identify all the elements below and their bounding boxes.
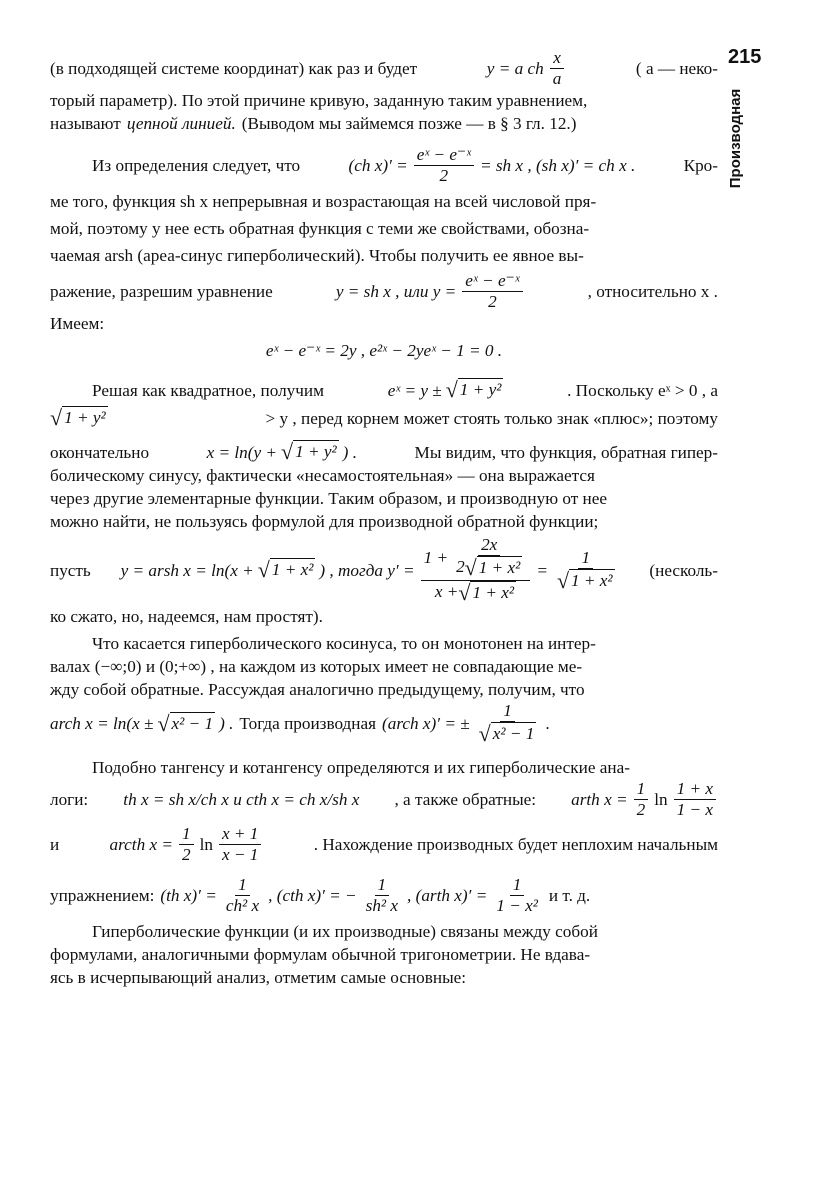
formula xyxy=(50,712,233,736)
radicand: 1 + y² xyxy=(62,406,108,430)
fraction-numerator: x xyxy=(550,48,564,69)
text-line xyxy=(50,779,718,820)
formula-part: x = ln(y + xyxy=(206,442,278,462)
formula-part: y = arsh x = ln(x + xyxy=(120,560,254,580)
formula-part: x + xyxy=(434,582,459,601)
text-span: окончательно xyxy=(50,442,150,462)
square-root xyxy=(446,378,504,402)
formula xyxy=(207,440,357,464)
text-line xyxy=(50,217,718,240)
fraction-numerator: eˣ − e⁻ˣ xyxy=(414,145,474,166)
text-line xyxy=(50,89,718,112)
formula xyxy=(121,535,620,605)
fraction-denominator xyxy=(432,581,519,605)
text-span: называют xyxy=(50,114,121,133)
text-span: валах (−∞;0) и (0;+∞) , на каждом из которых имеет не совпадающие ме- xyxy=(50,657,583,677)
square-root xyxy=(258,558,316,582)
fraction-numerator: 1 xyxy=(235,875,250,896)
text-span: Тогда производная xyxy=(239,714,377,734)
fraction xyxy=(550,48,565,89)
radicand: x² − 1 xyxy=(170,712,216,736)
formula-part: th x = sh x/ch x и cth x = ch x/sh x xyxy=(123,790,360,810)
fraction-denominator: 2 xyxy=(439,166,449,185)
radical-sign-icon: √ xyxy=(478,721,491,747)
text-line xyxy=(50,145,718,186)
fraction xyxy=(674,779,716,820)
text-span: Решая как квадратное, получим xyxy=(92,380,324,400)
page-number: 215 xyxy=(728,46,762,68)
text-line xyxy=(50,701,718,746)
text-line xyxy=(50,312,718,335)
formula-part: 1 + xyxy=(423,547,449,567)
text-span: чаемая arsh (ареа-синус гиперболический). Чтобы получить ее явное вы- xyxy=(50,246,584,265)
text-line xyxy=(50,271,718,312)
formula-part: arcth x = xyxy=(109,835,173,855)
text-span: болическому синусу, фактически «несамостоятельная» — она выражается xyxy=(50,466,595,485)
chapter-side-tab-label: Производная xyxy=(727,88,745,189)
formula xyxy=(160,875,542,916)
fraction-numerator: 1 xyxy=(510,875,525,896)
radical-sign-icon: √ xyxy=(458,580,471,606)
fraction-denominator xyxy=(453,556,525,580)
formula-part: y = a ch xyxy=(486,59,544,78)
fraction-numerator: 1 xyxy=(500,701,515,722)
square-root xyxy=(465,556,523,580)
formula-part: ln xyxy=(654,790,668,810)
radicand: 1 + x² xyxy=(470,581,516,605)
text-span: (несколь- xyxy=(649,560,718,580)
fraction-denominator: 1 − x xyxy=(676,800,713,820)
text-line xyxy=(50,464,718,487)
text-span: , относительно x . xyxy=(587,282,718,301)
formula xyxy=(336,271,525,312)
radicand: 1 + y² xyxy=(293,440,339,464)
fraction xyxy=(223,875,262,916)
formula-part: = sh x , (sh x)′ = ch x . xyxy=(479,156,636,175)
radicand: x² − 1 xyxy=(491,722,537,746)
text-span: торый параметр). По этой причине кривую, заданную таким уравнением, xyxy=(50,91,588,110)
text-span: пусть xyxy=(50,560,91,580)
text-span: Что касается гиперболического косинуса, то он монотонен на интер- xyxy=(92,634,596,654)
radical-sign-icon: √ xyxy=(445,377,458,402)
fraction-numerator: 2x xyxy=(478,535,500,556)
formula xyxy=(487,48,567,89)
radical-sign-icon: √ xyxy=(464,555,477,580)
formula-part: 2 xyxy=(456,556,465,576)
fraction-numerator: 1 xyxy=(179,824,194,845)
fraction-numerator: 1 xyxy=(375,875,390,896)
radical-sign-icon: √ xyxy=(257,557,270,583)
radicand: 1 + x² xyxy=(270,558,316,582)
text-span: Подобно тангенсу и котангенсу определяются и их гиперболические ана- xyxy=(92,758,630,778)
text-line xyxy=(50,943,718,966)
formula-part: , (arth x)′ = xyxy=(407,886,488,906)
formula-part: arth x = xyxy=(571,790,628,810)
square-root xyxy=(157,712,215,736)
text-line xyxy=(50,875,718,916)
fraction xyxy=(363,875,401,916)
fraction-denominator: a xyxy=(552,69,562,88)
text-line xyxy=(50,112,718,135)
text-line xyxy=(50,190,718,213)
text-span: через другие элементарные функции. Таким образом, и производную от нее xyxy=(50,489,607,508)
fraction-numerator: x + 1 xyxy=(219,824,261,845)
formula-part: (arch x)′ = ± xyxy=(382,714,470,734)
text-line xyxy=(50,535,718,605)
formula xyxy=(571,779,718,820)
text-span: ражение, разрешим уравнение xyxy=(50,282,273,301)
text-span: ( a — неко- xyxy=(635,59,718,78)
formula-part: , (cth x)′ = − xyxy=(268,886,357,906)
text-line xyxy=(50,510,718,533)
text-span: и xyxy=(50,835,60,855)
text-span: формулами, аналогичными формулам обычной тригонометрии. Не вдава- xyxy=(50,945,591,965)
square-root xyxy=(479,722,537,746)
fraction-denominator: 2 xyxy=(488,292,497,311)
text-span: и т. д. xyxy=(548,886,591,906)
text-span: (в подходящей системе координат) как раз и будет xyxy=(50,59,418,78)
formula-part: = xyxy=(536,560,548,580)
fraction-denominator: ch² x xyxy=(225,896,260,916)
fraction-denominator: sh² x xyxy=(365,896,399,916)
formula xyxy=(348,145,635,186)
fraction-numerator: eˣ − e⁻ˣ xyxy=(462,271,522,292)
square-root xyxy=(458,581,516,605)
radicand: 1 + y² xyxy=(458,378,504,402)
text-span: . Поскольку eˣ > 0 , а xyxy=(567,380,718,400)
text-span: Из определения следует, что xyxy=(92,156,301,175)
formula-part: y = sh x , или y = xyxy=(335,282,457,301)
text-span: можно найти, не пользуясь формулой для производной обратной функции; xyxy=(50,512,599,531)
text-line xyxy=(50,632,718,655)
text-span: , а также обратные: xyxy=(394,790,537,810)
fraction-numerator xyxy=(421,535,531,581)
text-span: Мы видим, что функция, обратная гипер- xyxy=(414,442,718,462)
text-span: ясь в исчерпывающий анализ, отметим самые основные: xyxy=(50,968,467,988)
text-line xyxy=(50,378,718,402)
text-span: Имеем: xyxy=(50,314,105,333)
text-line xyxy=(50,655,718,678)
fraction-denominator: 2 xyxy=(636,800,646,820)
text-span: (Выводом мы займемся позже — в § 3 гл. 12.) xyxy=(241,114,577,133)
fraction-numerator: 1 xyxy=(578,548,593,569)
fraction xyxy=(179,824,194,865)
display-equation xyxy=(50,339,718,362)
text-line xyxy=(50,756,718,779)
text-line xyxy=(50,605,718,628)
radical-sign-icon: √ xyxy=(556,567,570,593)
fraction-denominator xyxy=(476,722,540,746)
text-line xyxy=(50,406,718,430)
text-span: ко сжато, но, надеемся, нам простят). xyxy=(50,607,323,627)
square-root xyxy=(557,569,615,593)
text-line xyxy=(50,966,718,989)
text-span: Гиперболические функции (и их производные) связаны между собой xyxy=(92,922,598,942)
fraction-denominator: 1 − x² xyxy=(496,896,538,916)
square-root xyxy=(50,406,108,430)
text-line xyxy=(50,920,718,943)
text-line xyxy=(50,244,718,267)
formula-part: ) , тогда y′ = xyxy=(319,560,415,580)
page-body xyxy=(50,48,718,989)
formula-part: (ch x)′ = xyxy=(348,156,408,175)
fraction xyxy=(414,145,474,186)
radical-sign-icon: √ xyxy=(281,439,294,464)
text-line xyxy=(50,678,718,701)
formula xyxy=(382,701,550,746)
text-line xyxy=(50,824,718,865)
radicand: 1 + x² xyxy=(477,556,523,580)
text-span: логи: xyxy=(50,790,89,810)
formula-part: ) . xyxy=(219,714,234,734)
fraction-numerator: 1 + x xyxy=(674,779,716,800)
fraction-denominator: 2 xyxy=(182,845,191,865)
text-span: Кро- xyxy=(683,156,718,175)
formula xyxy=(388,378,504,402)
formula-part: eˣ = y ± xyxy=(387,380,442,400)
fraction xyxy=(493,875,541,916)
fraction xyxy=(554,548,618,593)
radicand: 1 + x² xyxy=(569,569,615,593)
text-span: > y , перед корнем может стоять только знак «плюс»; поэтому xyxy=(265,408,718,428)
text-line xyxy=(50,440,718,464)
compound-fraction xyxy=(421,535,531,605)
fraction-numerator: 1 xyxy=(634,779,649,800)
fraction xyxy=(453,535,525,580)
fraction-denominator: x − 1 xyxy=(221,845,259,865)
radical-sign-icon: √ xyxy=(50,405,63,430)
text-span: жду собой обратные. Рассуждая аналогично предыдущему, получим, что xyxy=(50,680,585,700)
radical-sign-icon: √ xyxy=(157,710,170,736)
text-span: ме того, функция sh x непрерывная и возрастающая на всей числовой пря- xyxy=(50,192,597,211)
formula-part: arch x = ln(x ± xyxy=(50,714,154,734)
formula-part: . xyxy=(545,714,550,734)
text-span: мой, поэтому у нее есть обратная функция с теми же свойствами, обозна- xyxy=(50,219,590,238)
text-span: . Нахождение производных будет неплохим начальным xyxy=(313,835,718,855)
square-root xyxy=(281,440,339,464)
fraction-denominator xyxy=(554,569,618,593)
text-line xyxy=(50,487,718,510)
text-line xyxy=(50,48,718,89)
term-emphasis: цепной линией. xyxy=(126,114,236,133)
fraction xyxy=(476,701,540,746)
fraction xyxy=(462,271,522,312)
formula-part: (th x)′ = xyxy=(160,886,217,906)
fraction xyxy=(634,779,649,820)
formula xyxy=(110,824,264,865)
formula-part: ) . xyxy=(342,442,357,462)
text-span: упражнением: xyxy=(50,886,155,906)
formula-part: ln xyxy=(199,835,213,855)
equation-text: eˣ − e⁻ˣ = 2y , e²ˣ − 2yeˣ − 1 = 0 . xyxy=(265,341,503,360)
fraction xyxy=(219,824,261,865)
